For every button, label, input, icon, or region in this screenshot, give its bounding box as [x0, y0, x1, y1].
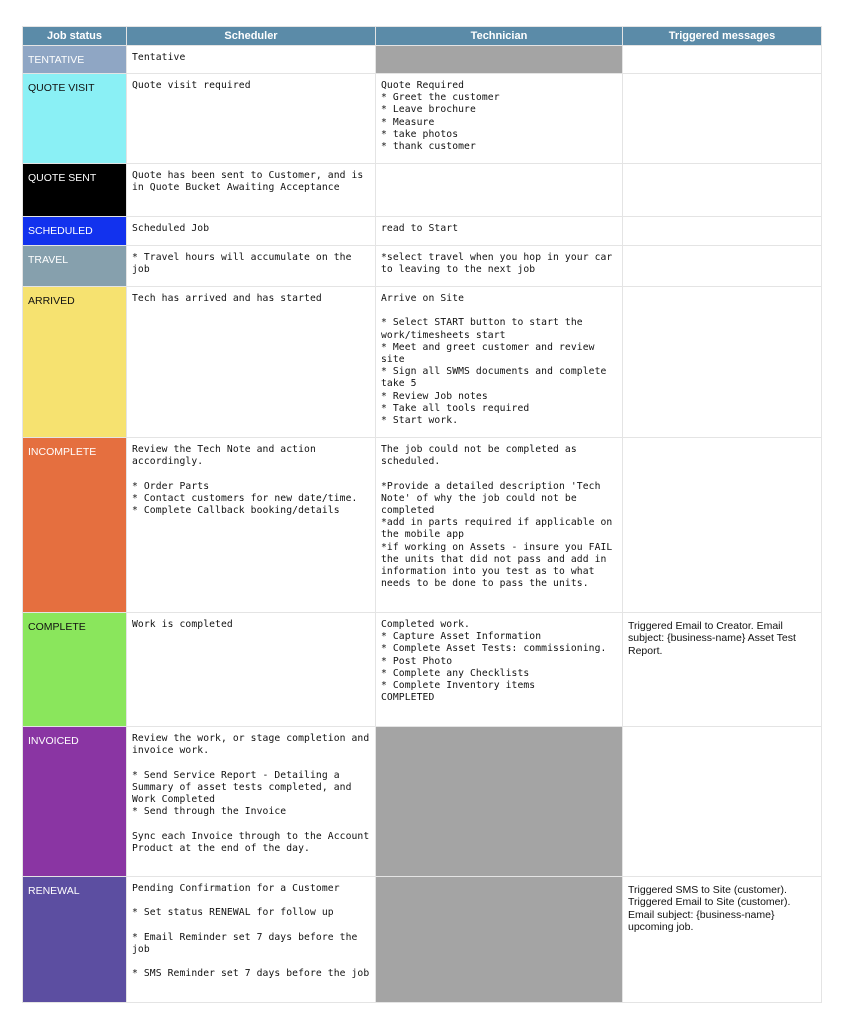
- scheduler-cell: Work is completed: [127, 613, 376, 727]
- scheduler-cell: * Travel hours will accumulate on the job: [127, 246, 376, 287]
- messages-cell: Triggered Email to Creator. Email subject: {business-name} Asset Test Report.: [623, 613, 822, 727]
- scheduler-cell: Tentative: [127, 46, 376, 74]
- header-row: [23, 27, 822, 46]
- status-cell: QUOTE SENT: [23, 164, 127, 217]
- status-cell: COMPLETE: [23, 613, 127, 727]
- table-row: [23, 46, 822, 74]
- table-row: [23, 613, 822, 727]
- status-cell: QUOTE VISIT: [23, 74, 127, 164]
- header-technician: Technician: [376, 27, 623, 46]
- technician-cell: *select travel when you hop in your car to leaving to the next job: [376, 246, 623, 287]
- messages-cell: [623, 727, 822, 877]
- messages-cell: Triggered SMS to Site (customer). Triggered Email to Site (customer). Email subject: {business-name} upcoming job.: [623, 877, 822, 1003]
- technician-cell: [376, 727, 623, 877]
- table-row: [23, 287, 822, 438]
- table-row: [23, 727, 822, 877]
- technician-cell: [376, 46, 623, 74]
- header-triggered-messages: Triggered messages: [623, 27, 822, 46]
- messages-cell: [623, 46, 822, 74]
- messages-cell: [623, 74, 822, 164]
- table-row: [23, 217, 822, 246]
- table-row: [23, 164, 822, 217]
- status-cell: ARRIVED: [23, 287, 127, 438]
- table-row: [23, 246, 822, 287]
- technician-cell: read to Start: [376, 217, 623, 246]
- messages-cell: [623, 164, 822, 217]
- technician-cell: [376, 164, 623, 217]
- messages-cell: [623, 246, 822, 287]
- technician-cell: Quote Required * Greet the customer * Leave brochure * Measure * take photos * thank customer: [376, 74, 623, 164]
- technician-cell: The job could not be completed as scheduled. *Provide a detailed description 'Tech Note' of why the job could not be completed *add in parts required if applicable on the mobile app *if working on Assets - insure you FAIL the units that did not pass and add in information into you test as to what needs to be done to pass the units.: [376, 438, 623, 613]
- job-status-table: [22, 26, 822, 1003]
- messages-cell: [623, 287, 822, 438]
- table-row: [23, 438, 822, 613]
- scheduler-cell: Quote has been sent to Customer, and is in Quote Bucket Awaiting Acceptance: [127, 164, 376, 217]
- scheduler-cell: Review the work, or stage completion and invoice work. * Send Service Report - Detailing a Summary of asset tests completed, and Work Completed * Send through the Invoice Sync each Invoice through to the Account Product at the end of the day.: [127, 727, 376, 877]
- table-row: [23, 877, 822, 1003]
- scheduler-cell: Quote visit required: [127, 74, 376, 164]
- messages-cell: [623, 217, 822, 246]
- scheduler-cell: Review the Tech Note and action accordingly. * Order Parts * Contact customers for new date/time. * Complete Callback booking/details: [127, 438, 376, 613]
- status-cell: RENEWAL: [23, 877, 127, 1003]
- scheduler-cell: Tech has arrived and has started: [127, 287, 376, 438]
- status-cell: INVOICED: [23, 727, 127, 877]
- technician-cell: [376, 877, 623, 1003]
- technician-cell: Completed work. * Capture Asset Information * Complete Asset Tests: commissioning. * Post Photo * Complete any Checklists * Complete Inventory items COMPLETED: [376, 613, 623, 727]
- messages-cell: [623, 438, 822, 613]
- status-cell: TRAVEL: [23, 246, 127, 287]
- technician-cell: Arrive on Site * Select START button to start the work/timesheets start * Meet and greet customer and review site * Sign all SWMS documents and complete take 5 * Review Job notes * Take all tools required * Start work.: [376, 287, 623, 438]
- header-scheduler: Scheduler: [127, 27, 376, 46]
- table-row: [23, 74, 822, 164]
- status-cell: SCHEDULED: [23, 217, 127, 246]
- status-cell: INCOMPLETE: [23, 438, 127, 613]
- scheduler-cell: Scheduled Job: [127, 217, 376, 246]
- header-job-status: Job status: [23, 27, 127, 46]
- scheduler-cell: Pending Confirmation for a Customer * Set status RENEWAL for follow up * Email Reminder set 7 days before the job * SMS Reminder set 7 days before the job: [127, 877, 376, 1003]
- status-cell: TENTATIVE: [23, 46, 127, 74]
